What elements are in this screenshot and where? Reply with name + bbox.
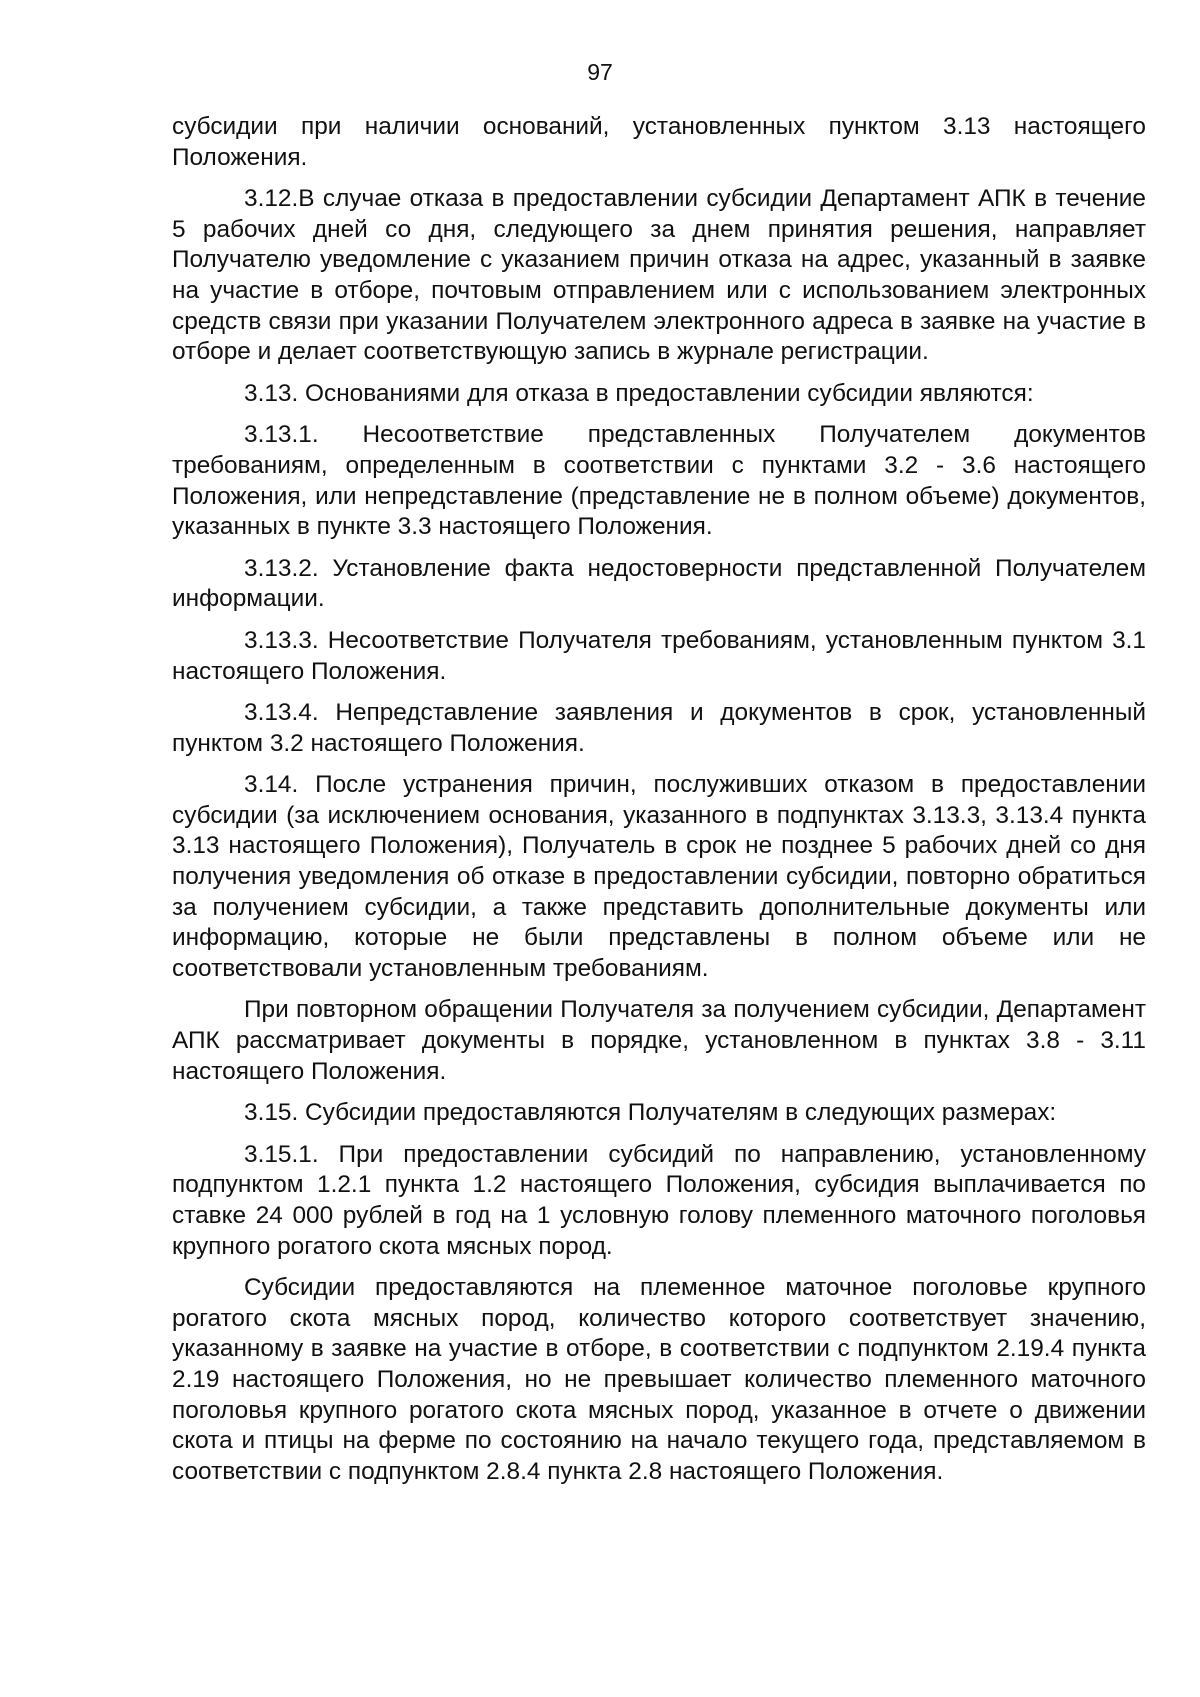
paragraph-3-13-3: 3.13.3. Несоответствие Получателя требованиям, установленным пунктом 3.1 настоящего Положения. [172, 626, 1146, 685]
paragraph-3-13-2: 3.13.2. Установление факта недостоверности представленной Получателем информации. [172, 554, 1146, 613]
paragraph-3-15: 3.15. Субсидии предоставляются Получателям в следующих размерах: [244, 1099, 1057, 1127]
paragraph-3-13: 3.13. Основаниями для отказа в предоставлении субсидии являются: [244, 379, 1034, 407]
paragraph-3-14: 3.14. После устранения причин, послуживших отказом в предоставлении субсидии (за исключением основания, указанного в подпунктах 3.13.3, 3.13.4 пункта 3.13 настоящего Положения), Получатель в срок не позднее 5 рабочих дней со дня получения уведомления об отказе в предоставлении субсидии, повторно обратиться за получением субсидии, а также представить дополнительные документы или информацию, которые не были представлены в полном объеме или не соответствовали установленным требованиям. [172, 771, 1146, 982]
paragraph-3-12: 3.12.В случае отказа в предоставлении субсидии Департамент АПК в течение 5 рабочих дней со дня, следующего за днем принятия решения, направляет Получателю уведомление с указанием причин отказа на адрес, указанный в заявке на участие в отборе, почтовым отправлением или с использованием электронных средств связи при указании Получателем электронного адреса в заявке на участие в отборе и делает соответствующую запись в журнале регистрации. [172, 185, 1146, 366]
paragraph-continuation: субсидии при наличии оснований, установленных пунктом 3.13 настоящего Положения. [172, 113, 1146, 171]
paragraph-3-13-1: 3.13.1. Несоответствие представленных Получателем документов требованиям, определенным в соответствии с пунктами 3.2 - 3.6 настоящего Положения, или непредставление (представление не в полном объеме) документов, указанных в пункте 3.3 настоящего Положения. [172, 421, 1146, 541]
paragraph-repeat-request: При повторном обращении Получателя за получением субсидии, Департамент АПК рассматривает документы в порядке, установленном в пунктах 3.8 - 3.11 настоящего Положения. [172, 996, 1146, 1085]
page-number: 97 [587, 59, 613, 85]
paragraph-subsidy-livestock: Субсидии предоставляются на племенное маточное поголовье крупного рогатого скота мясных пород, количество которого соответствует значению, указанному в заявке на участие в отборе, в соответствии с подпунктом 2.19.4 пункта 2.19 настоящего Положения, но не превышает количество племенного маточного поголовья крупного рогатого скота мясных пород, указанное в отчете о движении скота и птицы на ферме по состоянию на начало текущего года, представляемом в соответствии с подпунктом 2.8.4 пункта 2.8 настоящего Положения. [172, 1274, 1146, 1485]
paragraph-3-13-4: 3.13.4. Непредставление заявления и документов в срок, установленный пунктом 3.2 настоящего Положения. [172, 699, 1146, 757]
document-body [172, 112, 1146, 1498]
paragraph-3-15-1: 3.15.1. При предоставлении субсидий по направлению, установленному подпунктом 1.2.1 пункта 1.2 настоящего Положения, субсидия выплачивается по ставке 24 000 рублей в год на 1 условную голову племенного маточного поголовья крупного рогатого скота мясных пород. [172, 1140, 1146, 1260]
